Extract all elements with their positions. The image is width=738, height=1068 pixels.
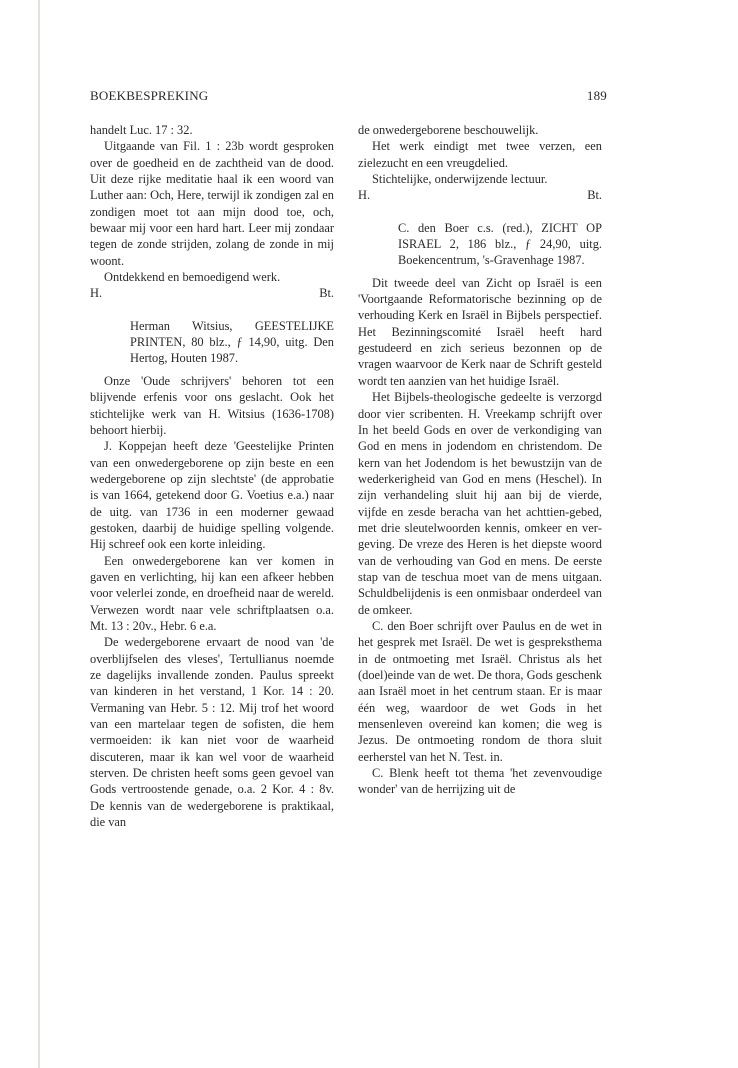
page-number: 189 — [586, 88, 607, 103]
paragraph: de onwedergeborene beschouwelijk. — [358, 123, 539, 137]
paragraph: Een onwedergeborene kan ver komen in gaven en verlichting, hij kan een afkeer hebben voor velerlei zonde, en droefheid naar de wereld. Verwezen wordt naar vele schriftplaatsen o.a. Mt. 13 : 20v., Hebr. 6 e.a. — [90, 553, 334, 633]
paragraph: J. Koppejan heeft deze 'Geestelijke Printen van een onwedergeborene op zijn beste en een wedergeborene op zijn slechtste' (de approbatie is van 1664, getekend door G. Voetius e.a.) naar de uitg. van 1736 in een moderner gewaad gestoken, daarbij de huidige spelling volgende. Hij schreef ook een korte inleiding. — [90, 439, 334, 552]
paragraph: C. Blenk heeft tot thema 'het zevenvoudige wonder' van de herrijzing uit de — [358, 766, 602, 797]
left-column — [90, 122, 334, 830]
signature-initial: H. — [358, 188, 371, 203]
page-edge — [38, 0, 40, 1068]
paragraph: De wedergeborene ervaart de nood van 'de overblijfselen des vleses', Tertullianus noemde ze dagelijks invallende zonden. Paulus spreekt van kinderen in het verstand, 1 Kor. 14 : 20. Vermaning van Hebr. 5 : 12. Mij trof het woord van een martelaar tegen de sofisten, die hem vermoeiden: ik kan niet voor de waarheid discuteren, maar ik kan wel voor de waarheid sterven. De christen heeft soms geen gevoel van Gods vertroostende genade, o.a. 2 Kor. 4 : 8v. De kennis van de wedergeborene is praktikaal, die van — [90, 635, 334, 830]
right-column — [358, 122, 602, 798]
signature-initial: H. — [90, 286, 103, 301]
review-heading: Herman Witsius, GEESTELIJKE PRINTEN, 80 blz., ƒ 14,90, uitg. Den Hertog, Houten 1987. — [130, 318, 334, 366]
paragraph: Ontdekkend en bemoedigend werk. — [104, 270, 281, 285]
paragraph: C. den Boer schrijft over Paulus en de wet in het gesprek met Israël. De wet is gespreksthema in de ontmoeting met Israël. Christus als het (doel)einde van de wet. De thora, Gods geschenk aan Israël moet in het centrum staan. Er is maar één weg, waardoor de wet Gods in het mensenleven overeind kan komen; die weg is Jezus. De ontmoeting rondom de thora sluit eerherstel van het N. Test. in. — [358, 618, 602, 764]
review-heading: C. den Boer c.s. (red.), ZICHT OP ISRAEL 2, 186 blz., ƒ 24,90, uitg. Boekencentrum, 's-Gravenhage 1987. — [398, 220, 602, 268]
reviewer-signature — [90, 285, 334, 301]
paragraph: Het Bijbels-theologische gedeelte is verzorgd door vier scribenten. H. Vreekamp schrijft over In het beeld Gods en over de verkondiging van God en mens in jodendom en christendom. De kern van het Jodendom is het bewustzijn van de wederkerigheid van God en mens (Heschel). In zijn verhandeling sluit hij aan bij de vierde, vijfde en zesde beracha van het achttien-gebed, met drie sleutelwoorden kennis, omkeer en vergeving. De vreze des Heren is het diepste woord van de verhouding van God en mens. De eerste stap van de teschua moet van de mens uitgaan. Schuldbelijdenis is een onmisbaar onderdeel van de omkeer. — [358, 390, 602, 617]
signature-abbrev: Bt. — [319, 286, 334, 301]
paragraph: Stichtelijke, onderwijzende lectuur. — [372, 172, 548, 187]
paragraph: Uitgaande van Fil. 1 : 23b wordt gesproken over de goedheid en de zachtheid van de dood. Uit deze rijke meditatie haal ik een woord van Luther aan: Och, Here, terwijl ik zondigen zal en zondigen moet tot aan mijn dood toe, och, bewaar mij voor een hard hart. Leer mij zondaar tegen de zonde strijden, zolang de zonde in mij woont. — [90, 139, 334, 268]
paragraph: Het werk eindigt met twee verzen, een zielezucht en een vreugdelied. — [358, 139, 602, 170]
signature-abbrev: Bt. — [587, 188, 602, 203]
running-head-title: BOEKBESPREKING — [90, 88, 209, 103]
reviewer-signature — [358, 187, 602, 203]
paragraph: Onze 'Oude schrijvers' behoren tot een blijvende erfenis voor ons geslacht. Ook het stichtelijke werk van H. Witsius (1636-1708) behoort hierbij. — [90, 373, 334, 437]
paragraph: handelt Luc. 17 : 32. — [90, 123, 193, 137]
paragraph: Dit tweede deel van Zicht op Israël is een 'Voortgaande Reformatorische bezinning op de verhouding Kerk en Israël in Bijbels perspectief. Het Bezinningscomité Israël heeft hard gestudeerd en zich serieus bezonnen op de vragen waarvoor de Kerk naar de Schrift gesteld wordt ten aanzien van het huidige Israël. — [358, 275, 602, 388]
